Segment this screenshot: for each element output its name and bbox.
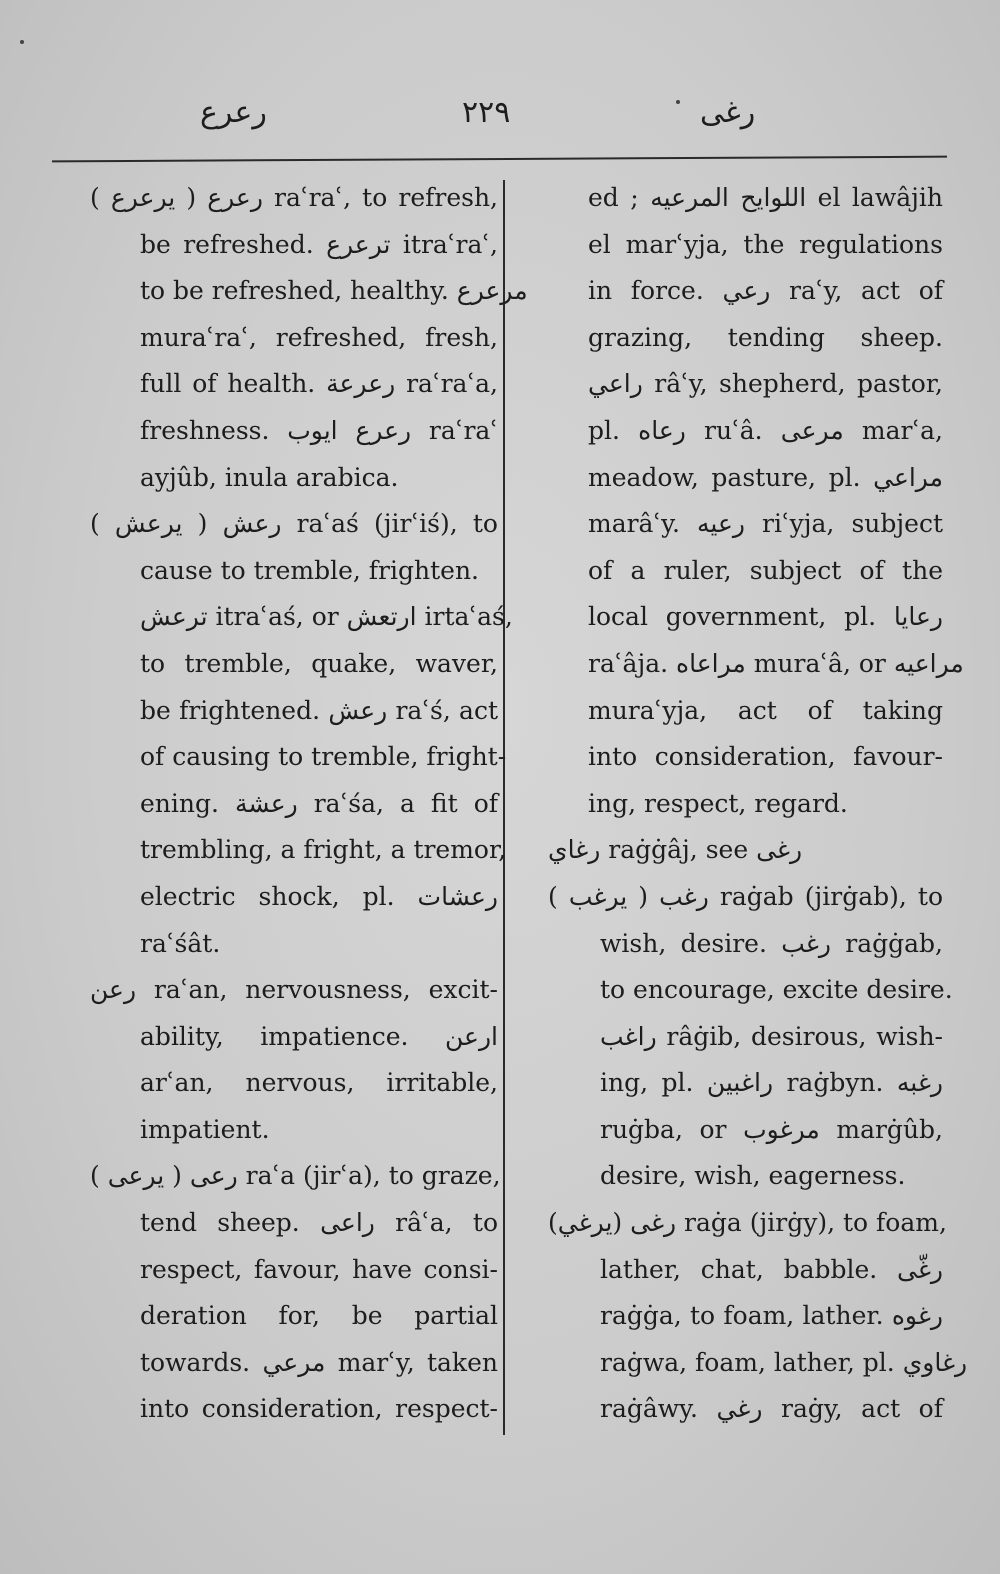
left-entry-line: ترعش itraʿaś, or ارتعش irtaʿaś, (140, 602, 513, 632)
running-head-right: رغى (700, 95, 756, 130)
left-entry-line: electric shock, pl. رعشات (140, 881, 498, 911)
right-entry-line: raġâwy. رغي raġy, act of (600, 1394, 943, 1424)
left-entry-line: into consideration, respect- (140, 1394, 498, 1424)
right-entry-line: wish, desire. رغب raġġab, (600, 928, 943, 958)
left-entry-line: muraʿraʿ, refreshed, fresh, (140, 322, 498, 352)
right-entry-line: meadow, pasture, pl. مراعي (588, 462, 943, 492)
left-entry-line: ability, impatience. ارعن (140, 1021, 498, 1051)
header-rule (52, 156, 947, 163)
right-entry-line: local government, pl. رعايا (588, 602, 943, 632)
paper-speck (676, 100, 680, 104)
right-entry-line: muraʿyja, act of taking (588, 695, 943, 725)
left-entry-line: deration for, be partial (140, 1301, 498, 1331)
left-entry-line: رعى ( يرعى ) raʿa (jirʿa), to graze, (90, 1161, 501, 1191)
left-entry-line: رعن raʿan, nervousness, excit- (90, 975, 498, 1005)
left-entry-line: respect, favour, have consi- (140, 1254, 498, 1284)
running-head-left: رعرع (200, 95, 267, 130)
right-entry-line: رغب ( يرغب ) raġab (jirġab), to (548, 881, 943, 911)
right-entry-line: of a ruler, subject of the (588, 555, 943, 585)
right-entry-line: marâʿy. رعيه riʿyja, subject (588, 509, 944, 539)
left-entry-line: to be refreshed, healthy. مرعرع (140, 276, 528, 306)
left-entry-line: arʿan, nervous, irritable, (140, 1068, 498, 1098)
left-entry-line: of causing to tremble, fright- (140, 742, 507, 772)
right-entry-line: ruġba, or مرغوب marġûb, (600, 1114, 943, 1144)
left-entry-line: trembling, a fright, a tremor, (140, 835, 507, 865)
right-entry-line: to encourage, excite desire. (600, 975, 953, 1005)
left-entry-line: be frightened. رعش raʿś, act (140, 695, 498, 725)
right-entry-line: raʿâja. مراعاه muraʿâ, or مراعيه (588, 648, 964, 678)
left-entry-line: ening. رعشة raʿśa, a fit of (140, 788, 498, 818)
left-entry-line: tend sheep. راعى râʿa, to (140, 1208, 498, 1238)
right-entry-line: grazing, tending sheep. (588, 322, 943, 352)
left-entry-line: رعرع ( يرعرع ) raʿraʿ, to refresh, (90, 183, 498, 212)
left-entry-line: cause to tremble, frighten. (140, 555, 480, 585)
right-entry-line: raġġa, to foam, lather. رغوه (600, 1301, 943, 1331)
right-entry-line: ing, pl. راغبين raġbyn. رغبه (600, 1068, 943, 1098)
left-entry-line: raʿśât. (140, 928, 221, 958)
right-entry-line: lather, chat, babble. رغّى (600, 1254, 943, 1284)
right-entry-line: in force. رعي raʿy, act of (588, 276, 943, 306)
left-entry-line: ayjûb, inula arabica. (140, 462, 399, 492)
right-entry-line: ing, respect, regard. (588, 788, 848, 818)
right-entry-line: desire, wish, eagerness. (600, 1161, 906, 1191)
right-entry-line: رغى (يرغي) raġa (jirġy), to foam, (548, 1208, 947, 1238)
right-entry-line: راغب râġib, desirous, wish- (600, 1021, 943, 1051)
right-entry-line: راعي râʿy, shepherd, pastor, (588, 369, 943, 399)
left-entry-line: impatient. (140, 1114, 270, 1144)
right-entry-line: raġwa, foam, lather, pl. رغاوي (600, 1347, 968, 1377)
paper-speck (20, 40, 24, 44)
left-entry-line: freshness. رعرع ايوب raʿraʿ (140, 415, 498, 445)
left-column (90, 175, 528, 1433)
right-entry-line: into consideration, favour- (588, 742, 943, 772)
right-column (548, 175, 968, 1433)
left-entry-line: be refreshed. ترعرع itraʿraʿ, (140, 229, 498, 259)
right-entry-line: pl. رعاه ruʿâ. مرعى marʿa, (588, 415, 943, 445)
left-entry-line: full of health. رعرعة raʿraʿa, (140, 369, 498, 399)
left-entry-line: to tremble, quake, waver, (140, 648, 498, 678)
page-number: ٢٢٩ (462, 95, 511, 130)
left-entry-line: رعش ( يرعش ) raʿaś (jirʿiś), to (90, 509, 498, 539)
right-entry-line: el marʿyja, the regulations (588, 229, 943, 259)
right-entry-line: رغاي raġġâj, see رغى (548, 835, 803, 865)
left-entry-line: towards. مرعي marʿy, taken (140, 1347, 498, 1377)
right-entry-line: ed ; اللوايح المرعيه el lawâjih (588, 183, 943, 212)
column-divider (503, 180, 505, 1435)
